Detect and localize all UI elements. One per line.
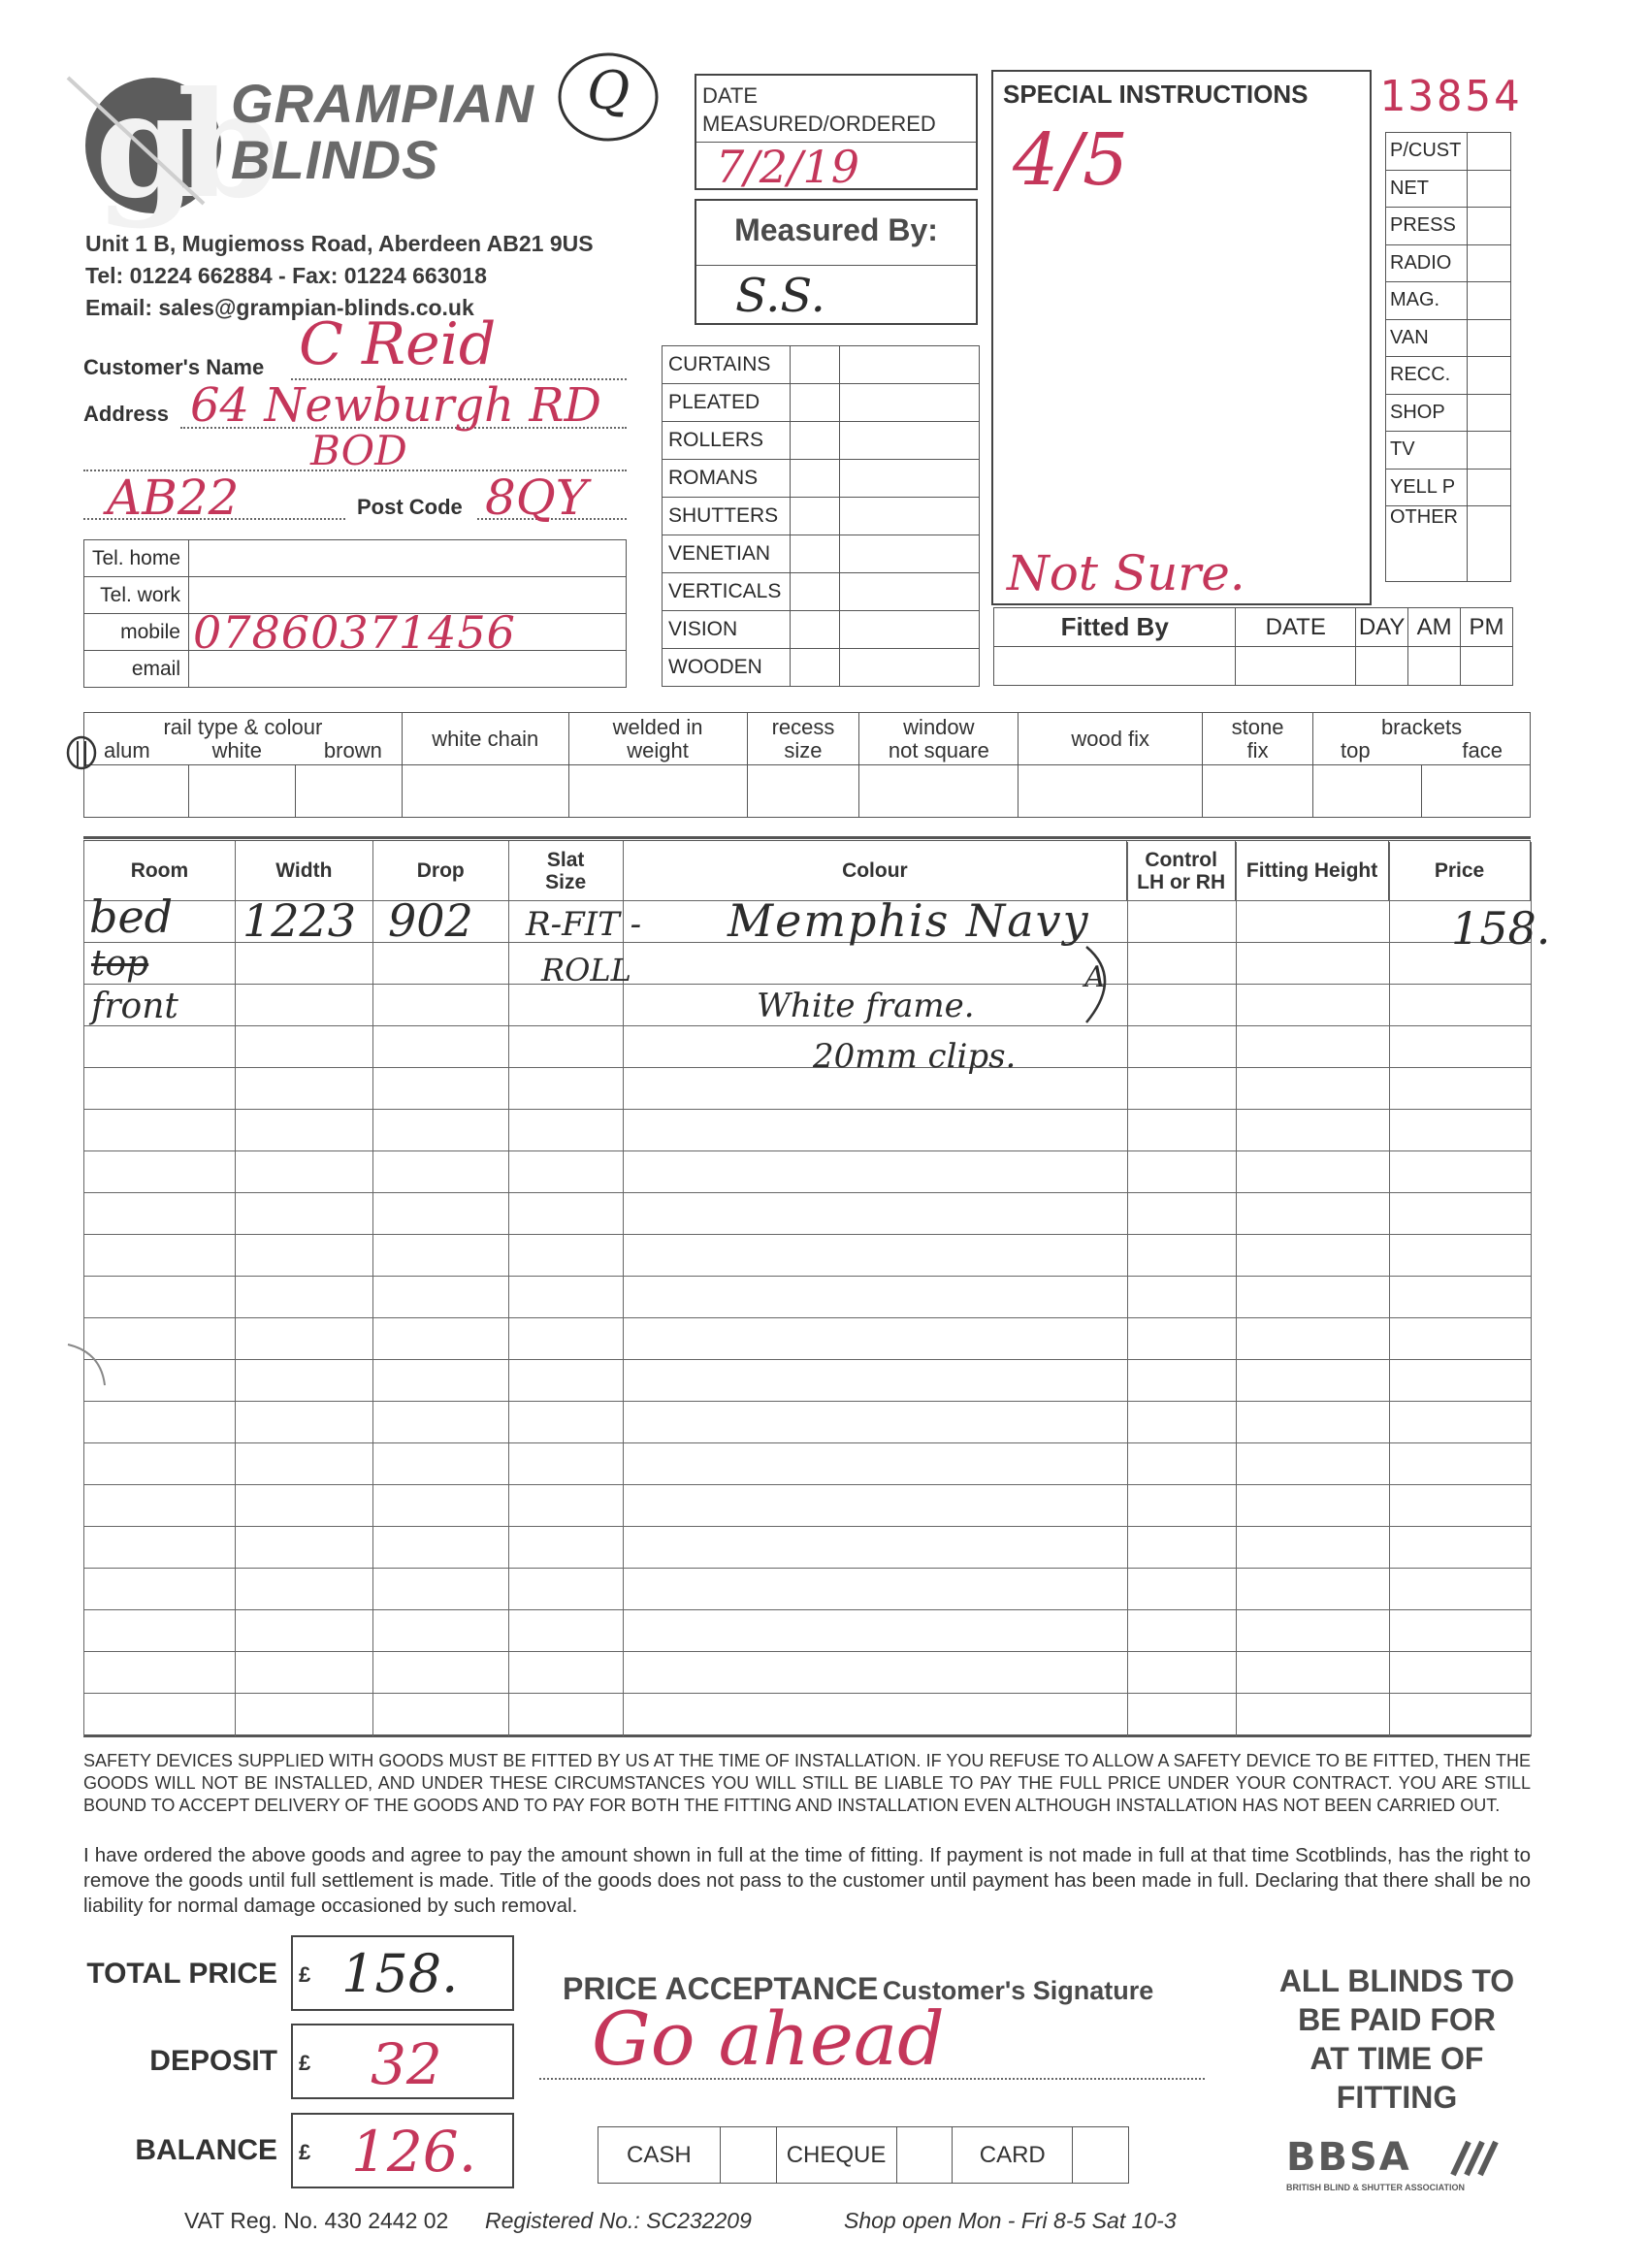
total-price-value: 158.: [341, 1943, 459, 2004]
table-row-line: [83, 1109, 1531, 1110]
recess-size-header: [747, 713, 859, 765]
col-control-label: Control: [1145, 848, 1217, 871]
cheque-checkbox[interactable]: [896, 2127, 953, 2184]
table-column-line: [372, 842, 373, 1736]
fitted-date-field[interactable]: [1236, 647, 1356, 686]
phone-label: mobile: [84, 614, 189, 651]
phone-row[interactable]: [84, 614, 627, 651]
col-slat-size: [508, 841, 623, 901]
source-row[interactable]: [1386, 506, 1511, 582]
punch-hole-icon: [58, 1339, 116, 1397]
row-slat-line1: R-FIT -: [526, 905, 642, 944]
order-table-header: [83, 840, 1531, 901]
not-square-label: not square: [888, 737, 989, 762]
brown-label: brown: [323, 737, 382, 762]
card-label: CARD: [953, 2127, 1073, 2184]
signature-label: Customer's Signature: [882, 1976, 1154, 2005]
fitted-pm-label: PM: [1461, 608, 1513, 647]
row-price[interactable]: 158.: [1451, 902, 1551, 955]
bbsa-logo: [1286, 2135, 1509, 2192]
order-number: 13854: [1379, 72, 1523, 121]
brown-field[interactable]: [295, 765, 402, 818]
bbsa-subtitle: BRITISH BLIND & SHUTTER ASSOCIATION: [1286, 2183, 1465, 2192]
phone-label: email: [84, 651, 189, 688]
product-label: ROLLERS: [663, 422, 791, 460]
welded-weight-header: [568, 713, 747, 765]
logo-strike-icon: [58, 68, 213, 213]
price-acceptance-label: PRICE ACCEPTANCE: [563, 1971, 879, 2006]
table-column-line: [1389, 842, 1390, 1736]
postcode-label: Post Code: [357, 495, 463, 519]
payment-notice: [1251, 1961, 1542, 2117]
deposit-value: 32: [371, 2031, 442, 2097]
fitted-am-field[interactable]: [1408, 647, 1461, 686]
window-square-field[interactable]: [859, 765, 1018, 818]
col-size-label: Size: [545, 870, 587, 893]
date-value[interactable]: 7/2/19: [716, 141, 860, 193]
brackets-header: [1313, 713, 1531, 765]
source-row[interactable]: [1386, 319, 1511, 357]
phone-value[interactable]: 07860371456: [189, 614, 627, 651]
product-label: PLEATED: [663, 384, 791, 422]
source-row[interactable]: [1386, 244, 1511, 282]
fitted-pm-field[interactable]: [1461, 647, 1513, 686]
source-label: RADIO: [1386, 244, 1468, 282]
white-label: white: [211, 737, 262, 762]
circled-q-letter: Q: [587, 60, 630, 121]
product-row[interactable]: [663, 422, 980, 460]
phone-table: [83, 539, 627, 688]
company-address: Unit 1 B, Mugiemoss Road, Aberdeen AB21 9US: [85, 231, 594, 256]
rail-type-header: [84, 713, 403, 765]
fitted-am-label: AM: [1408, 608, 1461, 647]
alum-label: alum: [104, 737, 150, 762]
table-column-line: [508, 842, 509, 1736]
source-label: PRESS: [1386, 208, 1468, 245]
product-label: ROMANS: [663, 460, 791, 498]
notice-line4: FITTING: [1336, 2080, 1458, 2115]
source-row[interactable]: [1386, 432, 1511, 470]
col-fitting-height: Fitting Height: [1236, 841, 1389, 901]
wood-fix-field[interactable]: [1018, 765, 1203, 818]
table-row-line: [83, 1192, 1531, 1193]
stone-fix-header: [1203, 713, 1313, 765]
brackets-top-field[interactable]: [1313, 765, 1422, 818]
stone-fix-field[interactable]: [1203, 765, 1313, 818]
logo-monogram: gb: [95, 60, 260, 231]
measured-by-box: [695, 199, 978, 325]
weight-label: weight: [627, 737, 689, 762]
table-column-line: [235, 842, 236, 1736]
window-square-header: [859, 713, 1018, 765]
table-row-line: [83, 1317, 1531, 1318]
vat-number: VAT Reg. No. 430 2442 02: [184, 2208, 449, 2233]
measured-by-value[interactable]: S.S.: [735, 269, 825, 323]
registered-number: Registered No.: SC232209: [485, 2208, 752, 2233]
address-value-line2[interactable]: BOD: [310, 427, 407, 474]
notice-line1: ALL BLINDS TO: [1278, 1963, 1515, 1998]
fitted-date-label: DATE: [1236, 608, 1356, 647]
row-drop[interactable]: 902: [388, 894, 473, 947]
alum-field[interactable]: [84, 765, 189, 818]
cheque-label: CHEQUE: [776, 2127, 896, 2184]
shop-hours: Shop open Mon - Fri 8-5 Sat 10-3: [844, 2208, 1177, 2233]
source-label: P/CUST: [1386, 133, 1468, 171]
tick-mark-icon: [64, 733, 103, 772]
fix-label: fix: [1246, 737, 1269, 762]
cash-checkbox[interactable]: [720, 2127, 776, 2184]
col-lhrh-label: LH or RH: [1137, 870, 1226, 893]
col-colour: Colour: [623, 841, 1127, 901]
fitted-day-label: DAY: [1356, 608, 1408, 647]
table-row-line: [83, 1651, 1531, 1652]
source-label: VAN: [1386, 319, 1468, 357]
stone-label: stone: [1231, 714, 1284, 739]
date-box: [695, 74, 978, 193]
row-room-line3: front: [91, 987, 178, 1026]
source-row[interactable]: [1386, 133, 1511, 171]
notice-line2: BE PAID FOR: [1298, 2002, 1496, 2037]
product-row[interactable]: [663, 498, 980, 535]
table-row-line: [83, 984, 1531, 985]
table-column-line: [1531, 842, 1532, 1736]
source-row[interactable]: [1386, 469, 1511, 506]
white-chain-field[interactable]: [402, 765, 568, 818]
wood-fix-label: wood fix: [1018, 713, 1203, 765]
col-width: Width: [235, 841, 372, 901]
table-column-line: [1236, 842, 1237, 1736]
notice-line3: AT TIME OF: [1310, 2041, 1484, 2076]
company-email: Email: sales@grampian-blinds.co.uk: [85, 295, 474, 320]
company-name-line2: BLINDS: [231, 129, 439, 190]
total-price-box[interactable]: [291, 1935, 514, 2011]
phone-label: Tel. home: [84, 540, 189, 577]
table-row-line: [83, 1276, 1531, 1277]
product-row[interactable]: [663, 649, 980, 687]
row-colour-line2: White frame.: [757, 987, 975, 1025]
table-row-line: [83, 1609, 1531, 1610]
source-label: RECC.: [1386, 357, 1468, 395]
recess-size-field[interactable]: [747, 765, 859, 818]
date-label: DATE MEASURED/ORDERED: [702, 83, 936, 136]
payment-terms: I have ordered the above goods and agree to pay the amount shown in full at the time of fitting. If payment is not made in full at that time Scotblinds, has the right to remove the goods until full settlement is made. Title of the goods does not pass to the customer until payment has been made in full. Declaring that there shall be no liability for normal damage occasioned by such removal.: [83, 1844, 1531, 1917]
source-label: OTHER: [1386, 506, 1468, 582]
deposit-label: DEPOSIT: [149, 2045, 277, 2077]
row-room-line1: bed: [89, 891, 174, 943]
product-row[interactable]: [663, 573, 980, 611]
white-chain-label: white chain: [402, 713, 568, 765]
card-checkbox[interactable]: [1073, 2127, 1129, 2184]
product-type-list: [662, 345, 980, 687]
fitted-by-table: [993, 607, 1513, 686]
bbsa-stripes-icon: [1447, 2140, 1505, 2177]
fitted-day-field[interactable]: [1356, 647, 1408, 686]
product-label: VENETIAN: [663, 535, 791, 573]
balance-label: BALANCE: [135, 2134, 277, 2166]
source-label: SHOP: [1386, 394, 1468, 432]
table-row-line: [83, 1526, 1531, 1527]
product-row[interactable]: [663, 611, 980, 649]
product-row[interactable]: [663, 346, 980, 384]
fitted-by-field[interactable]: [994, 647, 1236, 686]
deposit-currency: £: [299, 2051, 311, 2075]
balance-currency: £: [299, 2140, 311, 2164]
source-label: MAG.: [1386, 282, 1468, 320]
row-slat-line2: ROLL: [541, 952, 631, 988]
product-row[interactable]: [663, 384, 980, 422]
col-room: Room: [84, 841, 236, 901]
size-label: size: [784, 737, 823, 762]
customer-signature[interactable]: Go ahead: [592, 1995, 945, 2082]
address-label: Address: [83, 402, 170, 426]
total-currency: £: [299, 1962, 311, 1987]
cash-label: CASH: [598, 2127, 721, 2184]
source-row[interactable]: [1386, 357, 1511, 395]
table-top-rule: [83, 836, 1531, 839]
customer-name-value[interactable]: C Reid: [299, 310, 497, 378]
source-row[interactable]: [1386, 282, 1511, 320]
company-name-line1: GRAMPIAN: [231, 73, 534, 134]
source-label: YELL P: [1386, 469, 1468, 506]
source-list: [1385, 132, 1511, 582]
product-label: VISION: [663, 611, 791, 649]
company-phone: Tel: 01224 662884 - Fax: 01224 663018: [85, 263, 487, 288]
bbsa-logo-text: BBSA: [1286, 2135, 1411, 2180]
col-price: Price: [1389, 841, 1531, 901]
brackets-face-label: face: [1462, 737, 1503, 762]
welded-in-label: welded in: [612, 714, 703, 739]
phone-label: Tel. work: [84, 577, 189, 614]
recess-label: recess: [771, 714, 835, 739]
product-row[interactable]: [663, 535, 980, 573]
table-row-line: [83, 1067, 1531, 1068]
table-row-line: [83, 1025, 1531, 1026]
rail-type-label: rail type & colour: [163, 714, 323, 739]
row-colour-mark: A: [1084, 960, 1106, 994]
table-row-line: [83, 1568, 1531, 1569]
phone-value[interactable]: [189, 540, 627, 577]
measured-by-label: Measured By:: [734, 212, 938, 247]
welded-weight-field[interactable]: [568, 765, 747, 818]
product-label: WOODEN: [663, 649, 791, 687]
row-colour-line1[interactable]: Memphis Navy: [728, 894, 1090, 947]
table-row-line: [83, 1693, 1531, 1694]
source-row[interactable]: [1386, 208, 1511, 245]
fitted-by-label: Fitted By: [994, 608, 1236, 647]
product-label: VERTICALS: [663, 573, 791, 611]
brackets-face-field[interactable]: [1421, 765, 1530, 818]
window-label: window: [903, 714, 975, 739]
phone-row[interactable]: [84, 540, 627, 577]
special-instructions-note-bottom: Not Sure.: [1007, 545, 1245, 601]
safety-terms: SAFETY DEVICES SUPPLIED WITH GOODS MUST BE FITTED BY US AT THE TIME OF INSTALLATION. IF YOU REFUSE TO ALLOW A SAFETY DEVICE TO BE FITTED, THEN THE GOODS WILL NOT BE INSTALLED, AND UNDER THESE CIRCUMSTANCES YOU WILL STILL BE LIABLE TO PAY THE FULL PRICE UNDER YOUR CONTRACT. YOU ARE STILL BOUND TO ACCEPT DELIVERY OF THE GOODS AND TO PAY FOR BOTH THE FITTING AND INSTALLATION EVEN ALTHOUGH INSTALLATION HAS NOT BEEN CARRIED OUT.: [83, 1751, 1531, 1815]
product-label: SHUTTERS: [663, 498, 791, 535]
table-row-line: [83, 1359, 1531, 1360]
row-room-line2: top: [91, 944, 149, 984]
deposit-box[interactable]: [291, 2024, 514, 2099]
col-slat-label: Slat: [546, 848, 585, 871]
payment-method-table: [598, 2126, 1129, 2184]
source-row[interactable]: [1386, 170, 1511, 208]
balance-value: 126.: [351, 2119, 477, 2185]
white-field[interactable]: [188, 765, 295, 818]
product-label: CURTAINS: [663, 346, 791, 384]
table-row-line: [83, 1234, 1531, 1235]
special-instructions-box[interactable]: [991, 70, 1372, 605]
fitting-options-table: [83, 712, 1531, 818]
brackets-label: brackets: [1380, 714, 1463, 739]
special-instructions-note-top: 4/5: [1013, 118, 1129, 202]
source-row[interactable]: [1386, 394, 1511, 432]
col-control: [1127, 841, 1236, 901]
balance-box[interactable]: [291, 2113, 514, 2188]
company-name: [231, 73, 534, 190]
address-value-line1[interactable]: 64 Newburgh RD: [190, 378, 601, 433]
source-label: NET: [1386, 170, 1468, 208]
source-label: TV: [1386, 432, 1468, 470]
table-row-line: [83, 1442, 1531, 1443]
table-row-line: [83, 1401, 1531, 1402]
special-instructions-label: SPECIAL INSTRUCTIONS: [1003, 80, 1309, 109]
col-drop: Drop: [372, 841, 508, 901]
table-row-line: [83, 1150, 1531, 1151]
address-value-line3[interactable]: AB22: [107, 470, 240, 526]
brackets-top-label: top: [1341, 737, 1371, 762]
product-row[interactable]: [663, 460, 980, 498]
table-column-line: [83, 842, 84, 1736]
row-width[interactable]: 1223: [242, 894, 357, 947]
postcode-value[interactable]: 8QY: [485, 470, 588, 526]
table-bottom-rule: [83, 1734, 1531, 1737]
row-colour-line3: 20mm clips.: [813, 1037, 1017, 1076]
customer-name-label: Customer's Name: [83, 355, 265, 379]
total-price-label: TOTAL PRICE: [86, 1958, 277, 1990]
table-row-line: [83, 1484, 1531, 1485]
